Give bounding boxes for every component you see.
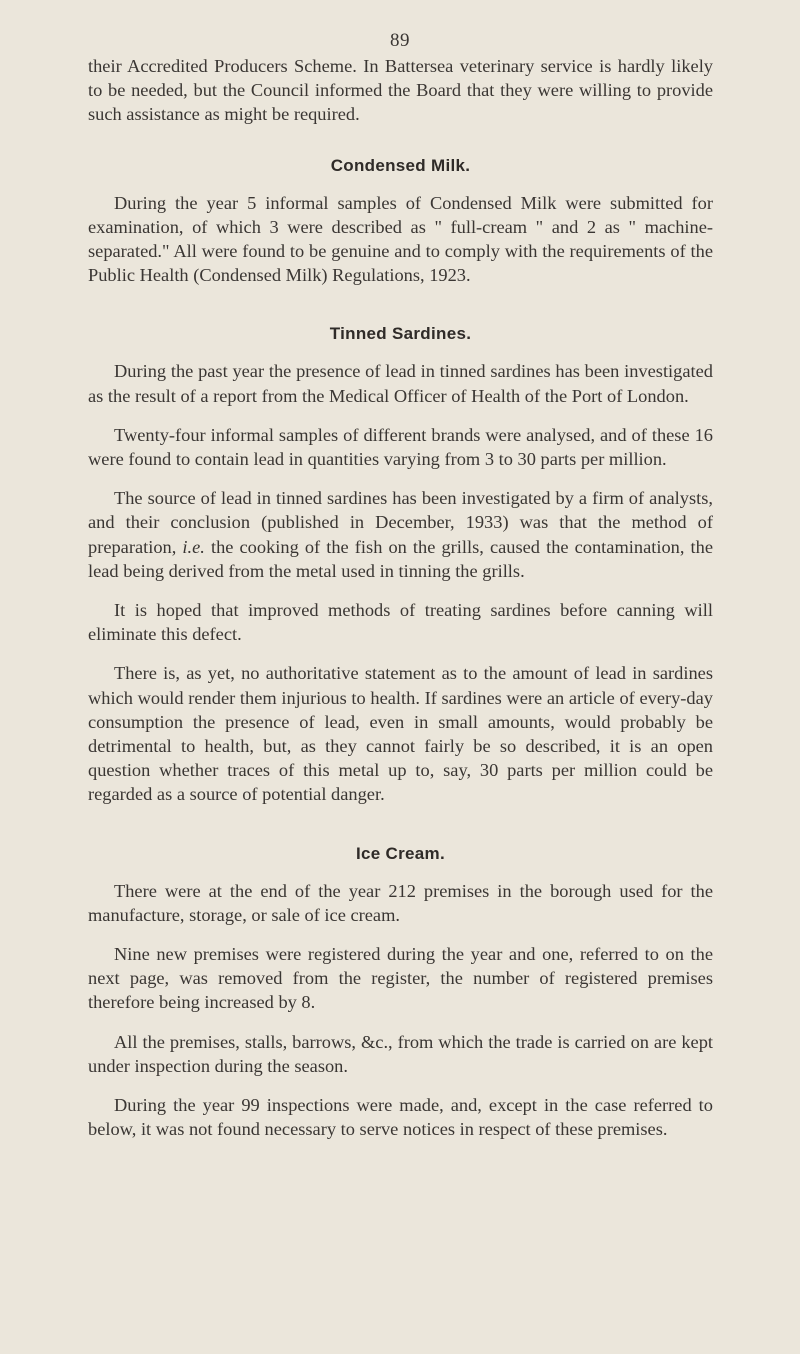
tinned-sardines-paragraph-5: There is, as yet, no authoritative statement as to the amount of lead in sardines which would render them injurious to health. If sardines were an article of every-day consumption the presence of lead, even in small amounts, would probably be detrimental to health, but, as they cannot fairly be so described, it is an open question whether traces of this metal up to, say, 30 parts per million could be regarded as a source of potential danger. <box>88 663 713 805</box>
intro-paragraph: their Accredited Producers Scheme. In Battersea veterinary service is hardly likely to be needed, but the Council informed the Board that they were willing to provide such assistance as might be required. <box>88 56 713 125</box>
ice-cream-paragraph-3: All the premises, stalls, barrows, &c., from which the trade is carried on are kept under inspection during the season. <box>88 1031 713 1076</box>
ice-cream-paragraph-1: There were at the end of the year 212 premises in the borough used for the manufacture, storage, or sale of ice cream. <box>88 880 713 925</box>
page-content <box>88 54 713 1142</box>
ice-cream-paragraph-2: Nine new premises were registered during the year and one, referred to on the next page, was removed from the register, the number of registered premises therefore being increased by 8. <box>88 944 713 1013</box>
paragraph-3-text-start: The source of lead in tinned sardines has been investigated by a firm of analysts, and their conclusion (published in December, 1933) was that the method of preparation, <box>88 488 713 557</box>
tinned-sardines-paragraph-4: It is hoped that improved methods of treating sardines before canning will eliminate this defect. <box>88 600 713 645</box>
tinned-sardines-paragraph-1: During the past year the presence of lead in tinned sardines has been investigated as the result of a report from the Medical Officer of Health of the Port of London. <box>88 361 713 406</box>
paragraph-3-text-end: the cooking of the fish on the grills, caused the contamination, the lead being derived from the metal used in tinning the grills. <box>88 536 713 581</box>
condensed-milk-heading: Condensed Milk. <box>330 155 471 175</box>
ie-abbreviation: i.e. <box>182 536 205 557</box>
condensed-milk-paragraph: During the year 5 informal samples of Condensed Milk were submitted for examination, of which 3 were described as " full-cream " and 2 as " machine-separated." All were found to be genuine and to comply with the requirements of the Public Health (Condensed Milk) Regulations, 1923. <box>88 192 713 286</box>
ice-cream-heading: Ice Cream. <box>356 843 445 863</box>
page-number: 89 <box>390 30 410 51</box>
tinned-sardines-paragraph-3 <box>88 486 713 583</box>
ice-cream-paragraph-4: During the year 99 inspections were made, and, except in the case referred to below, it was not found necessary to serve notices in respect of these premises. <box>88 1095 713 1140</box>
tinned-sardines-paragraph-2: Twenty-four informal samples of different brands were analysed, and of these 16 were found to contain lead in quantities varying from 3 to 30 parts per million. <box>88 424 713 470</box>
tinned-sardines-heading: Tinned Sardines. <box>329 324 472 344</box>
